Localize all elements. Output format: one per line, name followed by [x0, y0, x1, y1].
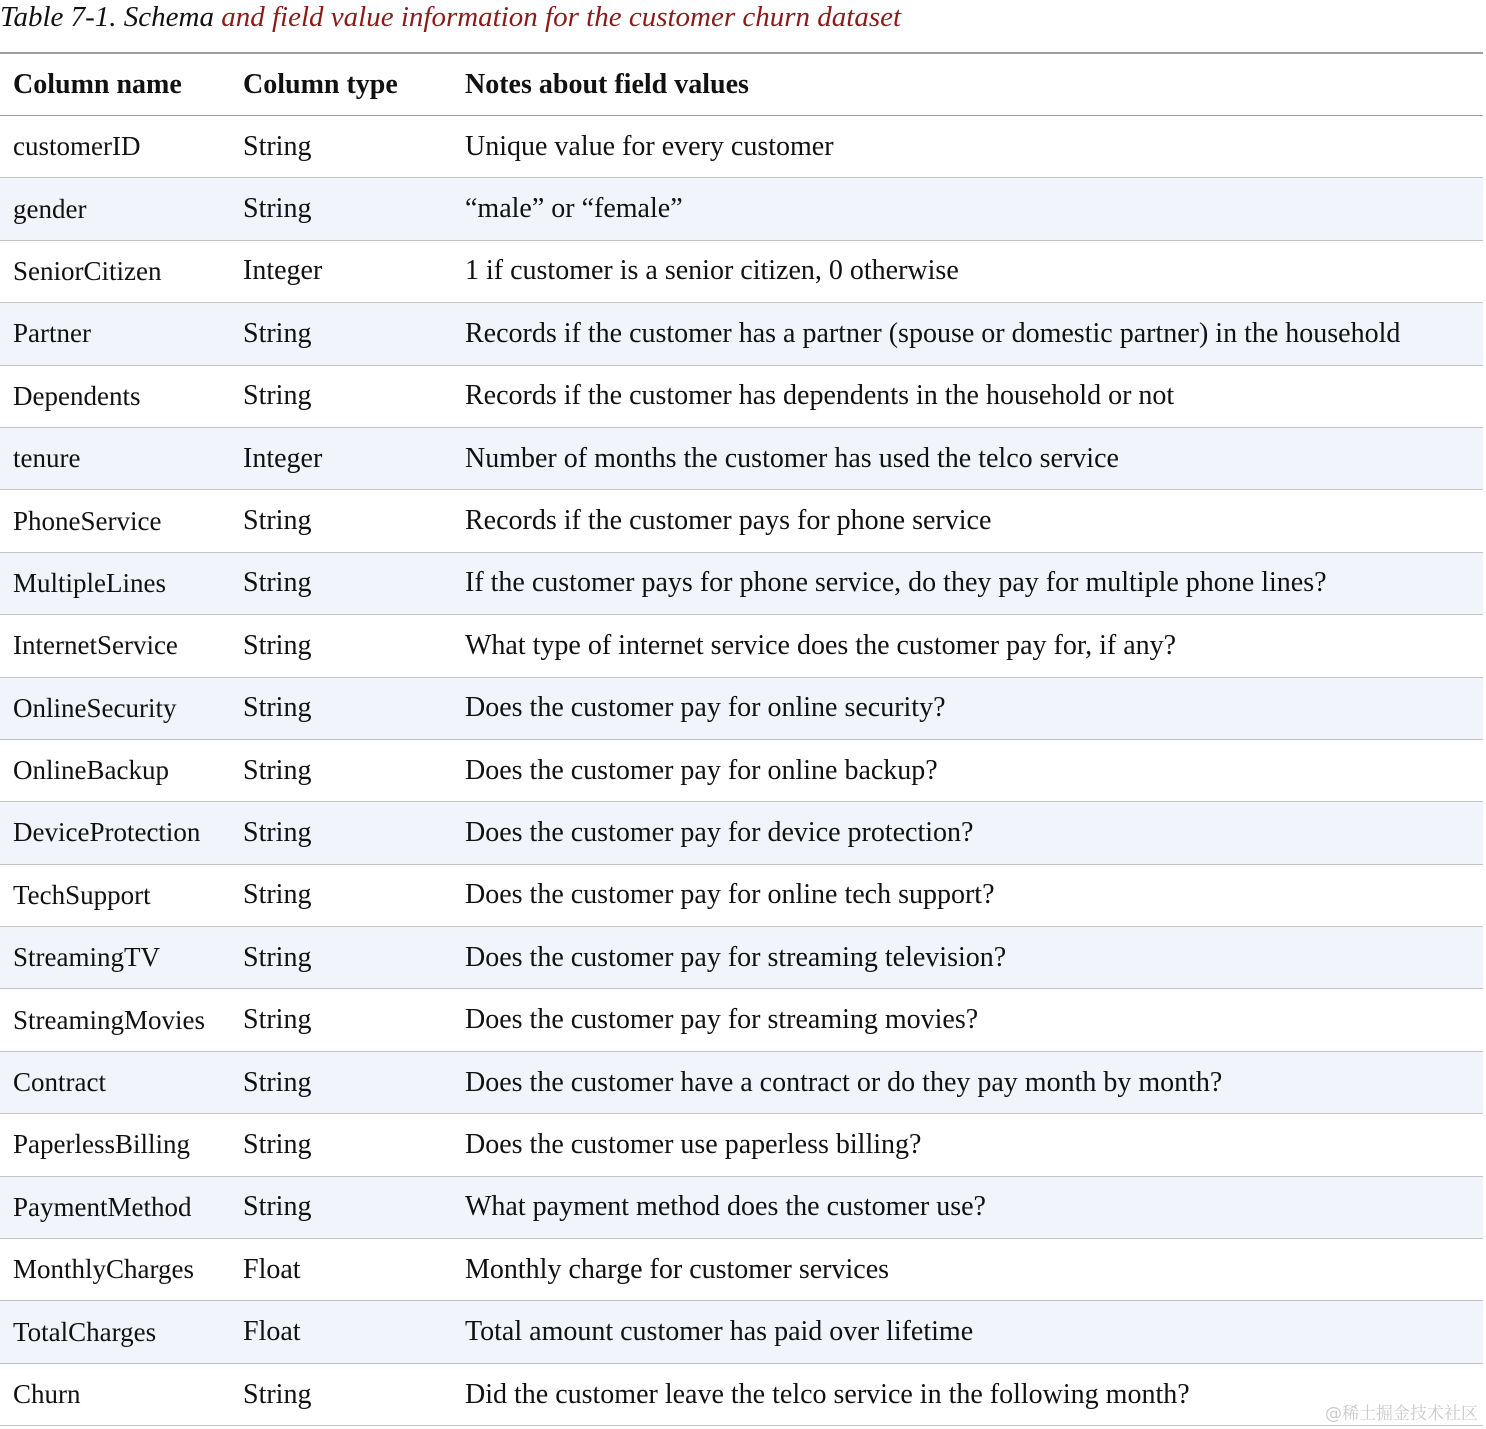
cell-column-name: PhoneService [13, 505, 162, 536]
cell-notes: Does the customer pay for streaming movies? [465, 1004, 979, 1036]
table-row [0, 116, 1483, 178]
cell-column-name: OnlineBackup [13, 755, 169, 786]
table-row [0, 241, 1483, 303]
cell-notes: What type of internet service does the customer pay for, if any? [465, 629, 1177, 661]
cell-column-type: String [243, 380, 312, 412]
table-row [0, 490, 1483, 552]
cell-column-type: Float [243, 1316, 301, 1348]
table-row [0, 303, 1483, 365]
cell-column-type: String [243, 754, 312, 786]
cell-column-name: Contract [13, 1067, 106, 1098]
table-row [0, 615, 1483, 677]
cell-column-type: String [243, 567, 312, 599]
cell-column-type: String [243, 816, 312, 848]
cell-notes: Does the customer use paperless billing? [465, 1128, 922, 1160]
cell-column-type: String [243, 879, 312, 911]
cell-column-name: PaymentMethod [13, 1191, 192, 1222]
cell-column-name: DeviceProtection [13, 817, 201, 848]
cell-column-type: String [243, 1004, 312, 1036]
table-header-row [0, 54, 1483, 116]
cell-notes: Does the customer pay for device protection? [465, 816, 974, 848]
cell-notes: Records if the customer has a partner (spouse or domestic partner) in the household [465, 317, 1401, 349]
table-row [0, 802, 1483, 864]
table-row [0, 366, 1483, 428]
table-body [0, 116, 1483, 1426]
table-row [0, 989, 1483, 1051]
cell-column-name: OnlineSecurity [13, 692, 177, 723]
cell-notes: Monthly charge for customer services [465, 1253, 890, 1285]
cell-column-name: StreamingTV [13, 942, 160, 973]
cell-notes: Does the customer have a contract or do they pay month by month? [465, 1066, 1223, 1098]
cell-notes: Does the customer pay for online backup? [465, 754, 938, 786]
schema-table [0, 52, 1483, 1426]
table-row [0, 553, 1483, 615]
cell-column-name: Partner [13, 318, 91, 349]
cell-column-name: gender [13, 193, 87, 224]
cell-column-type: String [243, 1191, 312, 1223]
cell-notes: What payment method does the customer use? [465, 1191, 986, 1223]
cell-notes: “male” or “female” [465, 193, 683, 225]
table-row [0, 428, 1483, 490]
cell-notes: Does the customer pay for online tech support? [465, 879, 995, 911]
cell-column-type: String [243, 505, 312, 537]
cell-column-type: String [243, 1378, 312, 1410]
cell-column-type: String [243, 1066, 312, 1098]
header-column-type: Column type [243, 68, 398, 100]
cell-notes: If the customer pays for phone service, do they pay for multiple phone lines? [465, 567, 1327, 599]
cell-notes: Unique value for every customer [465, 130, 834, 162]
cell-column-type: String [243, 130, 312, 162]
cell-notes: Does the customer pay for streaming television? [465, 941, 1007, 973]
table-row [0, 178, 1483, 240]
table-row [0, 865, 1483, 927]
header-notes: Notes about field values [465, 68, 749, 100]
cell-notes: 1 if customer is a senior citizen, 0 otherwise [465, 255, 959, 287]
caption-description: and field value information for the customer churn dataset [214, 1, 902, 33]
cell-column-type: String [243, 941, 312, 973]
table-row [0, 740, 1483, 802]
table-row [0, 1114, 1483, 1176]
watermark: @稀土掘金技术社区 [1325, 1404, 1478, 1424]
cell-notes: Records if the customer has dependents in the household or not [465, 380, 1175, 412]
cell-column-name: MultipleLines [13, 567, 166, 598]
cell-column-type: Float [243, 1253, 301, 1285]
cell-notes: Does the customer pay for online security? [465, 692, 946, 724]
cell-notes: Total amount customer has paid over lifetime [465, 1316, 974, 1348]
cell-column-name: customerID [13, 131, 141, 162]
cell-column-name: TotalCharges [13, 1316, 157, 1347]
cell-column-name: MonthlyCharges [13, 1254, 194, 1285]
table-row [0, 1364, 1483, 1426]
table-row [0, 927, 1483, 989]
cell-column-name: SeniorCitizen [13, 255, 162, 286]
cell-column-name: InternetService [13, 630, 178, 661]
cell-column-type: String [243, 692, 312, 724]
table-row [0, 1177, 1483, 1239]
cell-column-name: Churn [13, 1379, 81, 1409]
cell-notes: Records if the customer pays for phone service [465, 505, 992, 537]
cell-column-type: String [243, 193, 312, 225]
table-row [0, 1301, 1483, 1363]
cell-column-type: String [243, 1128, 312, 1160]
cell-notes: Number of months the customer has used the telco service [465, 442, 1119, 474]
cell-column-name: tenure [13, 443, 81, 474]
table-row [0, 1052, 1483, 1114]
header-column-name: Column name [13, 68, 182, 100]
caption-label: Table 7-1. Schema [0, 1, 214, 33]
table-caption [0, 0, 901, 36]
cell-column-name: StreamingMovies [13, 1004, 205, 1035]
cell-column-name: TechSupport [13, 879, 151, 910]
cell-column-type: String [243, 629, 312, 661]
cell-column-name: Dependents [13, 380, 141, 411]
cell-notes: Did the customer leave the telco service in the following month? [465, 1378, 1190, 1410]
table-row [0, 678, 1483, 740]
cell-column-name: PaperlessBilling [13, 1129, 190, 1160]
table-row [0, 1239, 1483, 1301]
cell-column-type: Integer [243, 255, 323, 287]
cell-column-type: String [243, 317, 312, 349]
cell-column-type: Integer [243, 442, 323, 474]
